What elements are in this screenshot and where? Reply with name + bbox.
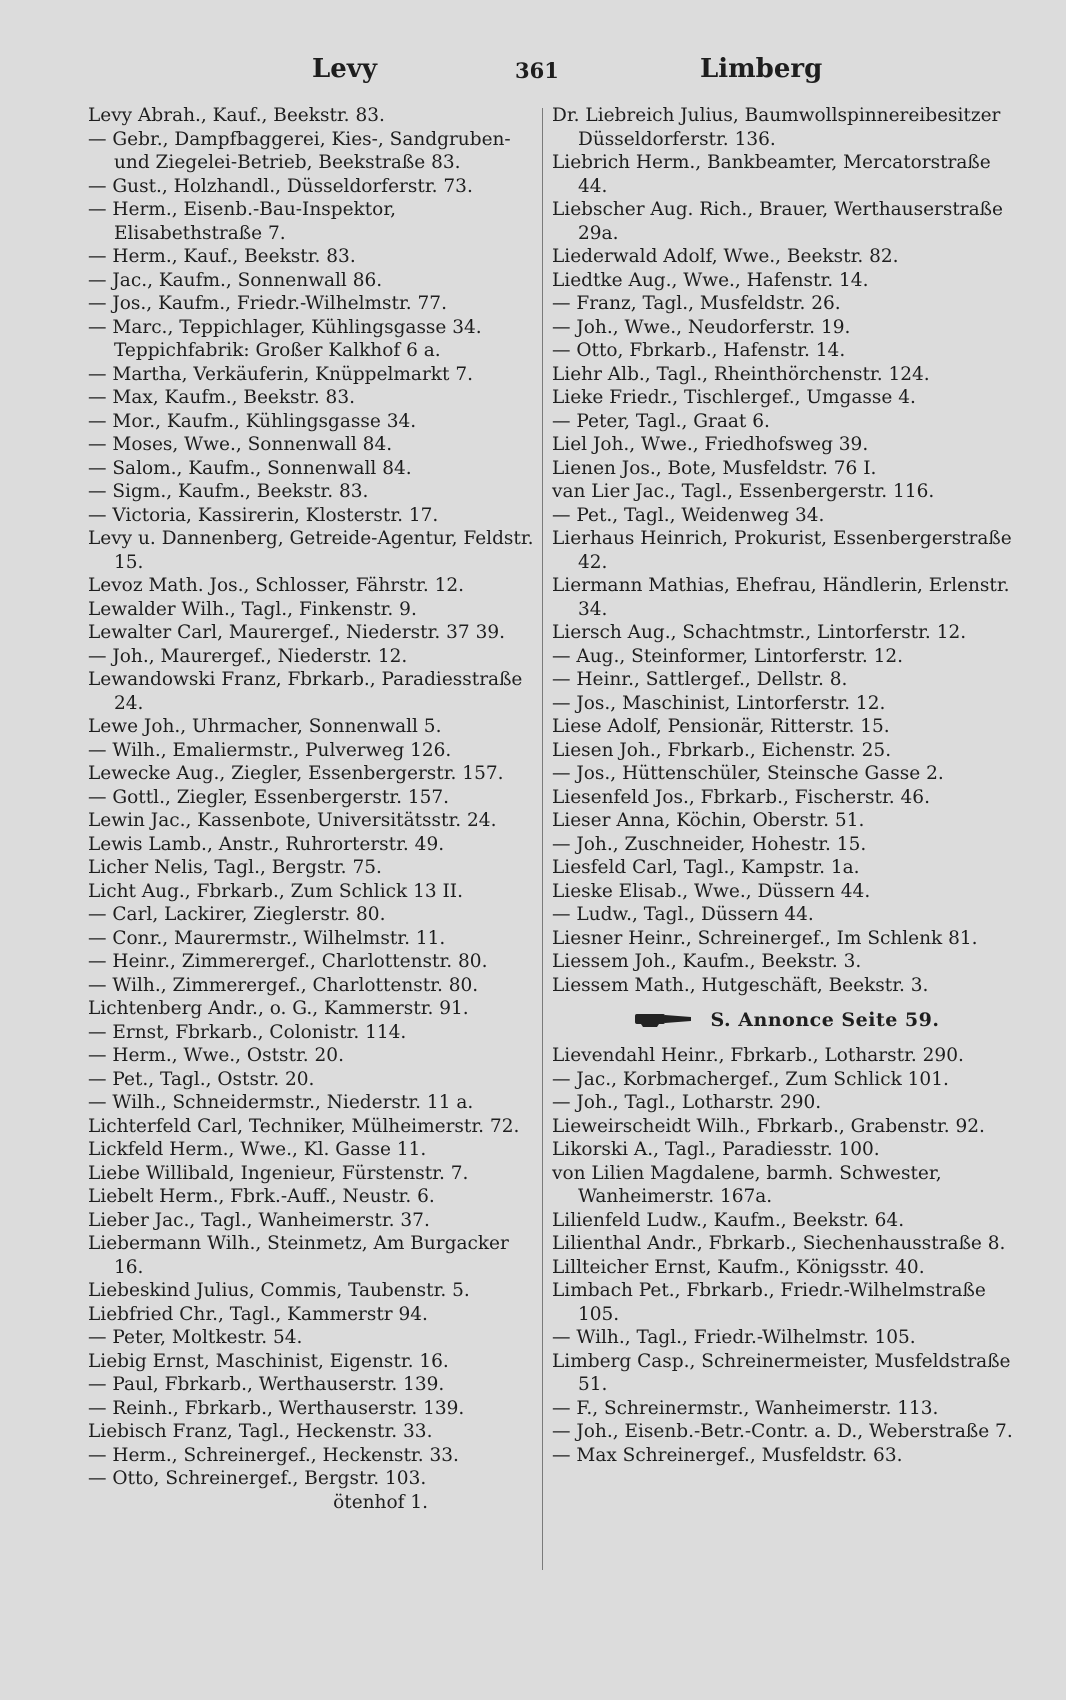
directory-entry: Lievendahl Heinr., Fbrkarb., Lotharstr. 290. xyxy=(552,1045,964,1066)
directory-entry: Lichterfeld Carl, Techniker, Mülheimerstr. 72. xyxy=(88,1115,520,1137)
directory-entry: Lilienfeld Ludw., Kaufm., Beekstr. 64. xyxy=(552,1209,905,1231)
directory-entry: Lieber Jac., Tagl., Wanheimerstr. 37. xyxy=(88,1209,430,1231)
directory-entry: — Reinh., Fbrkarb., Werthauserstr. 139. xyxy=(88,1397,465,1419)
directory-entry: Levoz Math. Jos., Schlosser, Fährstr. 12. xyxy=(88,575,465,596)
directory-entry: Lilienthal Andr., Fbrkarb., Siechenhausstraße 8. xyxy=(552,1233,1006,1254)
directory-entry: Levy u. Dannenberg, Getreide-Agentur, Feldstr. 15. xyxy=(88,528,534,573)
right-column-entries xyxy=(552,104,1022,997)
directory-entry: — Herm., Kauf., Beekstr. 83. xyxy=(88,246,356,267)
directory-entry: — Joh., Wwe., Neudorferstr. 19. xyxy=(552,316,851,338)
directory-entry: Lewecke Aug., Ziegler, Essenbergerstr. 157. xyxy=(88,763,504,784)
directory-entry: Liebermann Wilh., Steinmetz, Am Burgacker 16. xyxy=(88,1233,509,1278)
directory-entry: — Ludw., Tagl., Düssern 44. xyxy=(552,904,814,925)
directory-entry: — Wilh., Emaliermstr., Pulverweg 126. xyxy=(88,739,452,761)
directory-entry: Lewis Lamb., Anstr., Ruhrorterstr. 49. xyxy=(88,833,445,855)
running-head-right: Limberg xyxy=(700,54,823,84)
directory-entry: Liebisch Franz, Tagl., Heckenstr. 33. xyxy=(88,1421,433,1442)
directory-entry: — Jos., Kaufm., Friedr.-Wilhelmstr. 77. xyxy=(88,293,447,314)
directory-entry: — Pet., Tagl., Weidenweg 34. xyxy=(552,504,825,526)
directory-entry: — Joh., Zuschneider, Hohestr. 15. xyxy=(552,833,867,855)
directory-entry: Liese Adolf, Pensionär, Ritterstr. 15. xyxy=(552,716,890,737)
directory-entry: — Jos., Maschinist, Lintorferstr. 12. xyxy=(552,692,886,714)
directory-entry: — Jac., Kaufm., Sonnenwall 86. xyxy=(88,269,383,291)
directory-entry: Liebe Willibald, Ingenieur, Fürstenstr. 7. xyxy=(88,1162,469,1184)
directory-entry: Dr. Liebreich Julius, Baumwollspinnereibesitzer Düsseldorferstr. 136. xyxy=(552,105,1001,150)
directory-entry: — Jos., Hüttenschüler, Steinsche Gasse 2. xyxy=(552,763,944,784)
directory-entry: ötenhof 1. xyxy=(333,1491,428,1513)
directory-entry: — Salom., Kaufm., Sonnenwall 84. xyxy=(88,457,412,479)
directory-entry: — Joh., Eisenb.-Betr.-Contr. a. D., Weberstraße 7. xyxy=(552,1421,1013,1442)
directory-entry: — Sigm., Kaufm., Beekstr. 83. xyxy=(88,481,369,502)
directory-entry: — Max, Kaufm., Beekstr. 83. xyxy=(88,387,355,408)
directory-entry: — Ernst, Fbrkarb., Colonistr. 114. xyxy=(88,1021,407,1043)
directory-entry: Liessem Math., Hutgeschäft, Beekstr. 3. xyxy=(552,974,929,996)
directory-entry: — Franz, Tagl., Musfeldstr. 26. xyxy=(552,293,841,314)
directory-entry: — Peter, Tagl., Graat 6. xyxy=(552,410,770,432)
directory-entry: — Herm., Schreinergef., Heckenstr. 33. xyxy=(88,1444,459,1466)
directory-entry: Lickfeld Herm., Wwe., Kl. Gasse 11. xyxy=(88,1139,427,1160)
left-column xyxy=(88,104,538,1514)
directory-entry: Liehr Alb., Tagl., Rheinthörchenstr. 124. xyxy=(552,363,930,385)
directory-entry: Liel Joh., Wwe., Friedhofsweg 39. xyxy=(552,434,869,455)
directory-entry: Lichtenberg Andr., o. G., Kammerstr. 91. xyxy=(88,998,469,1019)
directory-entry: — Conr., Maurermstr., Wilhelmstr. 11. xyxy=(88,927,446,949)
directory-entry: Liesfeld Carl, Tagl., Kampstr. 1a. xyxy=(552,857,860,878)
directory-entry: — Wilh., Schneidermstr., Niederstr. 11 a. xyxy=(88,1092,474,1113)
directory-entry: Lillteicher Ernst, Kaufm., Königsstr. 40. xyxy=(552,1256,925,1278)
annonce-notice xyxy=(552,1006,1022,1035)
directory-entry: — Herm., Wwe., Oststr. 20. xyxy=(88,1045,344,1066)
directory-entry: Levy Abrah., Kauf., Beekstr. 83. xyxy=(88,105,385,126)
directory-entry: von Lilien Magdalene, barmh. Schwester, Wanheimerstr. 167a. xyxy=(552,1162,942,1207)
directory-entry: — Pet., Tagl., Oststr. 20. xyxy=(88,1068,315,1090)
directory-entry: — Marc., Teppichlager, Kühlingsgasse 34. xyxy=(88,316,482,338)
directory-entry: Lieweirscheidt Wilh., Fbrkarb., Grabenstr. 92. xyxy=(552,1115,985,1137)
directory-entry: van Lier Jac., Tagl., Essenbergerstr. 116. xyxy=(552,481,935,502)
directory-entry: Licht Aug., Fbrkarb., Zum Schlick 13 II. xyxy=(88,880,463,902)
directory-entry: — Jac., Korbmachergef., Zum Schlick 101. xyxy=(552,1068,949,1090)
directory-entry: — Otto, Fbrkarb., Hafenstr. 14. xyxy=(552,340,846,361)
directory-entry: — Gottl., Ziegler, Essenbergerstr. 157. xyxy=(88,786,450,808)
directory-entry: Liesen Joh., Fbrkarb., Eichenstr. 25. xyxy=(552,739,892,761)
directory-entry: — Carl, Lackirer, Zieglerstr. 80. xyxy=(88,904,386,925)
directory-entry: — Wilh., Tagl., Friedr.-Wilhelmstr. 105. xyxy=(552,1327,916,1348)
directory-entry: — Peter, Moltkestr. 54. xyxy=(88,1327,303,1348)
directory-entry: — Moses, Wwe., Sonnenwall 84. xyxy=(88,434,393,455)
directory-entry: Likorski A., Tagl., Paradiesstr. 100. xyxy=(552,1139,880,1160)
directory-entry: Liederwald Adolf, Wwe., Beekstr. 82. xyxy=(552,246,899,267)
directory-entry: — Paul, Fbrkarb., Werthauserstr. 139. xyxy=(88,1374,445,1395)
directory-entry: Liesner Heinr., Schreinergef., Im Schlenk 81. xyxy=(552,927,978,949)
directory-entry: Limberg Casp., Schreinermeister, Musfeldstraße 51. xyxy=(552,1350,1011,1395)
right-column-entries-after xyxy=(552,1044,1022,1467)
directory-entry: Liebelt Herm., Fbrk.-Auff., Neustr. 6. xyxy=(88,1186,435,1207)
directory-entry: — Aug., Steinformer, Lintorferstr. 12. xyxy=(552,645,904,667)
directory-entry: Lieske Elisab., Wwe., Düssern 44. xyxy=(552,880,871,902)
directory-entry: — Herm., Eisenb.-Bau-Inspektor, Elisabethstraße 7. xyxy=(88,199,397,244)
running-head-left: Levy xyxy=(312,54,378,84)
page-number: 361 xyxy=(515,58,559,83)
directory-entry: Lewin Jac., Kassenbote, Universitätsstr. 24. xyxy=(88,810,497,831)
directory-entry: Liebscher Aug. Rich., Brauer, Werthauserstraße 29a. xyxy=(552,199,1003,244)
directory-entry: — Max Schreinergef., Musfeldstr. 63. xyxy=(552,1444,903,1466)
directory-entry: Licher Nelis, Tagl., Bergstr. 75. xyxy=(88,857,382,878)
column-divider xyxy=(542,108,543,1570)
directory-entry: — Wilh., Zimmerergef., Charlottenstr. 80. xyxy=(88,974,479,996)
directory-entry: Liessem Joh., Kaufm., Beekstr. 3. xyxy=(552,951,862,972)
directory-entry: Liebfried Chr., Tagl., Kammerstr 94. xyxy=(88,1303,428,1325)
directory-entry: Liesenfeld Jos., Fbrkarb., Fischerstr. 46. xyxy=(552,786,930,808)
directory-entry: Lewandowski Franz, Fbrkarb., Paradiesstraße 24. xyxy=(88,669,523,714)
directory-entry: — Joh., Maurergef., Niederstr. 12. xyxy=(88,645,408,667)
directory-entry: Lewalter Carl, Maurergef., Niederstr. 37 39. xyxy=(88,622,505,643)
directory-entry: — Martha, Verkäuferin, Knüppelmarkt 7. xyxy=(88,363,473,385)
directory-entry: Lierhaus Heinrich, Prokurist, Essenbergerstraße 42. xyxy=(552,528,1012,573)
directory-entry: — Heinr., Sattlergef., Dellstr. 8. xyxy=(552,669,848,690)
directory-entry: Teppichfabrik: Großer Kalkhof 6 a. xyxy=(114,340,441,361)
directory-entry: Lienen Jos., Bote, Musfeldstr. 76 I. xyxy=(552,457,877,479)
directory-entry: — Otto, Schreinergef., Bergstr. 103. xyxy=(88,1468,427,1489)
directory-entry: Lewalder Wilh., Tagl., Finkenstr. 9. xyxy=(88,598,417,620)
pointing-hand-icon xyxy=(635,1007,693,1035)
directory-entry: Liebeskind Julius, Commis, Taubenstr. 5. xyxy=(88,1280,470,1301)
directory-entry: — Heinr., Zimmerergef., Charlottenstr. 80. xyxy=(88,951,488,972)
directory-entry: Liebrich Herm., Bankbeamter, Mercatorstraße 44. xyxy=(552,152,991,197)
directory-entry: — Mor., Kaufm., Kühlingsgasse 34. xyxy=(88,410,417,432)
directory-entry: Liermann Mathias, Ehefrau, Händlerin, Erlenstr. 34. xyxy=(552,575,1010,620)
directory-entry: — Gust., Holzhandl., Düsseldorferstr. 73. xyxy=(88,175,473,197)
directory-entry: Liersch Aug., Schachtmstr., Lintorferstr. 12. xyxy=(552,622,967,643)
directory-entry: Lieser Anna, Köchin, Oberstr. 51. xyxy=(552,810,865,831)
directory-entry: Limbach Pet., Fbrkarb., Friedr.-Wilhelmstraße 105. xyxy=(552,1280,986,1325)
directory-entry: Lewe Joh., Uhrmacher, Sonnenwall 5. xyxy=(88,716,442,737)
directory-entry: Liedtke Aug., Wwe., Hafenstr. 14. xyxy=(552,269,869,291)
directory-entry: — Joh., Tagl., Lotharstr. 290. xyxy=(552,1092,822,1113)
right-column xyxy=(552,104,1022,1467)
directory-entry: — F., Schreinermstr., Wanheimerstr. 113. xyxy=(552,1397,939,1419)
annonce-text: S. Annonce Seite 59. xyxy=(710,1009,940,1031)
directory-entry: Lieke Friedr., Tischlergef., Umgasse 4. xyxy=(552,387,916,408)
directory-entry: — Victoria, Kassirerin, Klosterstr. 17. xyxy=(88,504,439,526)
directory-entry: Liebig Ernst, Maschinist, Eigenstr. 16. xyxy=(88,1350,449,1372)
directory-entry: — Gebr., Dampfbaggerei, Kies-, Sandgruben- und Ziegelei-Betrieb, Beekstraße 83. xyxy=(88,128,511,173)
